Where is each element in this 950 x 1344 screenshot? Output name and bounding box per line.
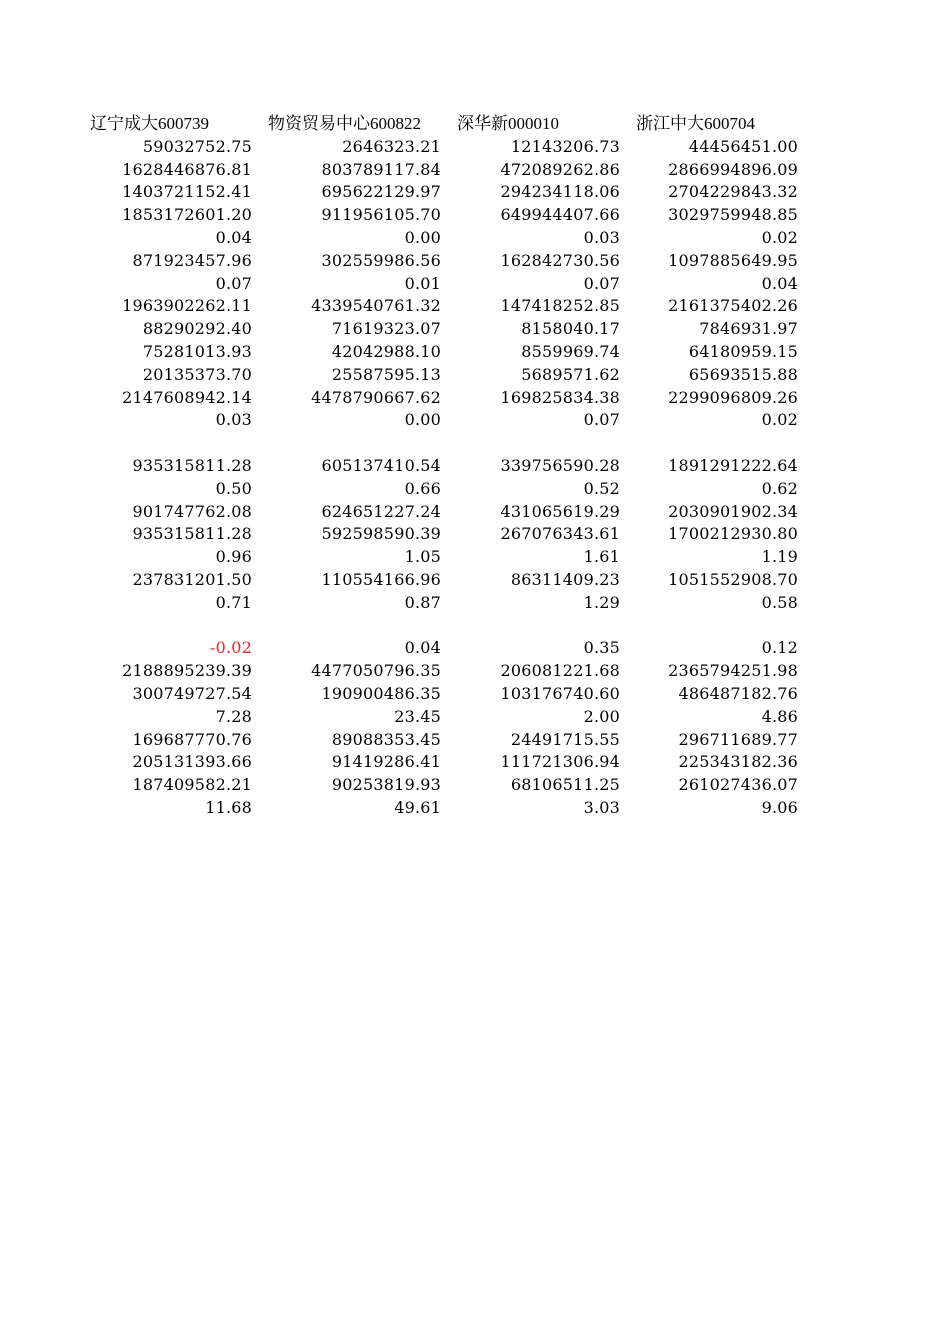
table-cell[interactable]: 431065619.29 [500,501,620,521]
table-row [0,615,950,638]
table-cell[interactable]: 7846931.97 [699,319,798,339]
table-row [0,729,950,752]
column-header-zhejiang-zhongda[interactable]: 浙江中大600704 [636,114,755,133]
table-row [0,227,950,250]
spreadsheet-sheet [0,113,950,820]
table-row [0,478,950,501]
data-rows [0,136,950,820]
table-row [0,455,950,478]
table-cell[interactable]: 1963902262.11 [122,296,252,316]
table-cell[interactable]: 4477050796.35 [311,661,441,681]
table-row [0,432,950,455]
table-row [0,250,950,273]
table-row [0,706,950,729]
table-row [0,341,950,364]
table-cell[interactable]: 12143206.73 [510,136,620,156]
table-row [0,546,950,569]
table-cell[interactable]: 0.00 [404,227,441,247]
table-cell[interactable]: 23.45 [394,706,441,726]
table-cell[interactable]: 935315811.28 [132,524,252,544]
table-cell[interactable]: 4.86 [761,706,798,726]
column-header-shen-huaxin[interactable]: 深华新000010 [457,114,559,133]
table-cell[interactable]: 169687770.76 [132,729,252,749]
table-cell[interactable]: 49.61 [394,797,441,817]
table-cell[interactable]: 294234118.06 [500,182,620,202]
table-cell[interactable]: 0.03 [583,227,620,247]
table-row [0,409,950,432]
table-cell[interactable] [90,615,252,638]
table-cell[interactable]: 4339540761.32 [311,296,441,316]
table-cell[interactable]: 1.05 [404,547,441,567]
table-row [0,683,950,706]
table-row [0,751,950,774]
table-cell[interactable]: 605137410.54 [321,455,441,475]
table-cell[interactable]: 2147608942.14 [122,387,252,407]
table-cell[interactable]: 169825834.38 [500,387,620,407]
table-cell[interactable]: 0.50 [215,478,252,498]
table-cell[interactable]: 695622129.97 [321,182,441,202]
table-row [0,569,950,592]
table-cell[interactable]: 0.04 [404,638,441,658]
table-cell[interactable]: 339756590.28 [500,455,620,475]
table-cell[interactable]: 0.02 [761,227,798,247]
table-cell[interactable]: 1891291222.64 [668,455,798,475]
table-cell[interactable]: 0.07 [583,410,620,430]
table-cell[interactable]: 2188895239.39 [122,661,252,681]
table-cell[interactable]: 935315811.28 [132,455,252,475]
table-cell[interactable]: 206081221.68 [500,661,620,681]
table-cell[interactable]: 205131393.66 [132,752,252,772]
table-cell[interactable]: 11.68 [205,797,252,817]
column-header-wuzi-maoyi-zhongxin[interactable]: 物资贸易中心600822 [268,114,421,133]
table-cell[interactable]: 0.71 [215,592,252,612]
table-cell[interactable]: 7.28 [215,706,252,726]
table-cell[interactable] [636,615,798,638]
table-cell[interactable]: 8158040.17 [521,319,620,339]
table-row [0,637,950,660]
table-cell[interactable]: 0.07 [583,273,620,293]
table-row [0,364,950,387]
table-cell[interactable]: 1.29 [583,592,620,612]
table-cell[interactable]: 42042988.10 [331,341,441,361]
table-cell[interactable]: 237831201.50 [132,569,252,589]
table-row [0,181,950,204]
table-cell[interactable]: 1051552908.70 [668,569,798,589]
table-cell[interactable]: 0.07 [215,273,252,293]
table-cell[interactable]: 1097885649.95 [668,250,798,270]
table-cell[interactable]: 71619323.07 [331,319,441,339]
table-row [0,523,950,546]
table-cell[interactable]: 2030901902.34 [668,501,798,521]
table-cell[interactable] [268,432,441,455]
table-cell[interactable]: 111721306.94 [500,752,620,772]
table-cell[interactable]: 5689571.62 [521,364,620,384]
table-cell[interactable]: 2.00 [583,706,620,726]
table-cell[interactable]: 0.04 [215,227,252,247]
header-row [0,113,950,136]
table-cell[interactable]: 0.35 [583,638,620,658]
table-cell[interactable]: 803789117.84 [321,159,441,179]
table-cell[interactable]: 86311409.23 [510,569,620,589]
table-cell[interactable]: 0.03 [215,410,252,430]
table-cell[interactable] [90,432,252,455]
table-cell[interactable]: 4478790667.62 [311,387,441,407]
table-cell[interactable]: 110554166.96 [321,569,441,589]
table-cell[interactable]: 0.96 [215,547,252,567]
table-row [0,387,950,410]
table-cell[interactable] [636,432,798,455]
table-row [0,774,950,797]
table-cell[interactable]: 300749727.54 [132,683,252,703]
table-cell[interactable]: 1.61 [583,547,620,567]
table-cell[interactable]: 0.01 [404,273,441,293]
table-cell[interactable]: 225343182.36 [678,752,798,772]
table-cell[interactable]: 187409582.21 [132,775,252,795]
table-cell[interactable]: 592598590.39 [321,524,441,544]
table-cell[interactable]: 649944407.66 [500,205,620,225]
table-cell[interactable]: 24491715.55 [510,729,620,749]
table-cell[interactable]: 302559986.56 [321,250,441,270]
table-row [0,592,950,615]
table-row [0,136,950,159]
column-header-liaoning-chengda[interactable]: 辽宁成大600739 [90,114,209,133]
table-cell[interactable]: 296711689.77 [678,729,798,749]
table-cell[interactable]: 3.03 [583,797,620,817]
table-cell[interactable]: 1.19 [761,547,798,567]
table-cell[interactable]: 65693515.88 [688,364,798,384]
table-cell[interactable]: 0.87 [404,592,441,612]
table-cell[interactable]: 1853172601.20 [122,205,252,225]
table-cell[interactable]: 0.04 [761,273,798,293]
table-cell[interactable] [457,615,620,638]
table-cell[interactable]: 0.52 [583,478,620,498]
table-cell[interactable]: -0.02 [209,638,252,658]
table-cell[interactable]: 267076343.61 [500,524,620,544]
table-row [0,204,950,227]
table-cell[interactable]: 1628446876.81 [122,159,252,179]
table-row [0,501,950,524]
table-row [0,660,950,683]
table-cell[interactable]: 2299096809.26 [668,387,798,407]
table-cell[interactable] [457,432,620,455]
table-cell[interactable]: 64180959.15 [688,341,798,361]
table-cell[interactable]: 472089262.86 [500,159,620,179]
table-cell[interactable]: 1403721152.41 [122,182,252,202]
table-cell[interactable]: 871923457.96 [132,250,252,270]
table-cell[interactable]: 261027436.07 [678,775,798,795]
table-cell[interactable]: 3029759948.85 [668,205,798,225]
table-row [0,159,950,182]
table-cell[interactable]: 75281013.93 [142,341,252,361]
table-cell[interactable]: 1700212930.80 [668,524,798,544]
table-cell[interactable]: 147418252.85 [500,296,620,316]
table-cell[interactable]: 0.58 [761,592,798,612]
table-cell[interactable]: 90253819.93 [331,775,441,795]
table-cell[interactable]: 0.00 [404,410,441,430]
table-cell[interactable]: 89088353.45 [331,729,441,749]
table-cell[interactable] [268,615,441,638]
table-row [0,318,950,341]
table-cell[interactable]: 190900486.35 [321,683,441,703]
table-cell[interactable]: 2704229843.32 [668,182,798,202]
table-cell[interactable]: 911956105.70 [321,205,441,225]
table-row [0,273,950,296]
table-row [0,797,950,820]
table-cell[interactable]: 20135373.70 [142,364,252,384]
table-row [0,295,950,318]
table-cell[interactable]: 88290292.40 [142,319,252,339]
table-cell[interactable]: 2646323.21 [342,136,441,156]
table-cell[interactable]: 25587595.13 [331,364,441,384]
table-cell[interactable]: 91419286.41 [331,752,441,772]
table-cell[interactable]: 486487182.76 [678,683,798,703]
table-cell[interactable]: 901747762.08 [132,501,252,521]
table-cell[interactable]: 9.06 [761,797,798,817]
table-cell[interactable]: 0.12 [761,638,798,658]
table-cell[interactable]: 0.66 [404,478,441,498]
table-cell[interactable]: 8559969.74 [521,341,620,361]
table-cell[interactable]: 624651227.24 [321,501,441,521]
table-cell[interactable]: 0.02 [761,410,798,430]
table-cell[interactable]: 68106511.25 [510,775,620,795]
table-cell[interactable]: 162842730.56 [500,250,620,270]
table-cell[interactable]: 59032752.75 [142,136,252,156]
table-cell[interactable]: 2866994896.09 [668,159,798,179]
table-cell[interactable]: 44456451.00 [688,136,798,156]
table-cell[interactable]: 2365794251.98 [668,661,798,681]
table-cell[interactable]: 103176740.60 [500,683,620,703]
table-cell[interactable]: 2161375402.26 [668,296,798,316]
table-cell[interactable]: 0.62 [761,478,798,498]
